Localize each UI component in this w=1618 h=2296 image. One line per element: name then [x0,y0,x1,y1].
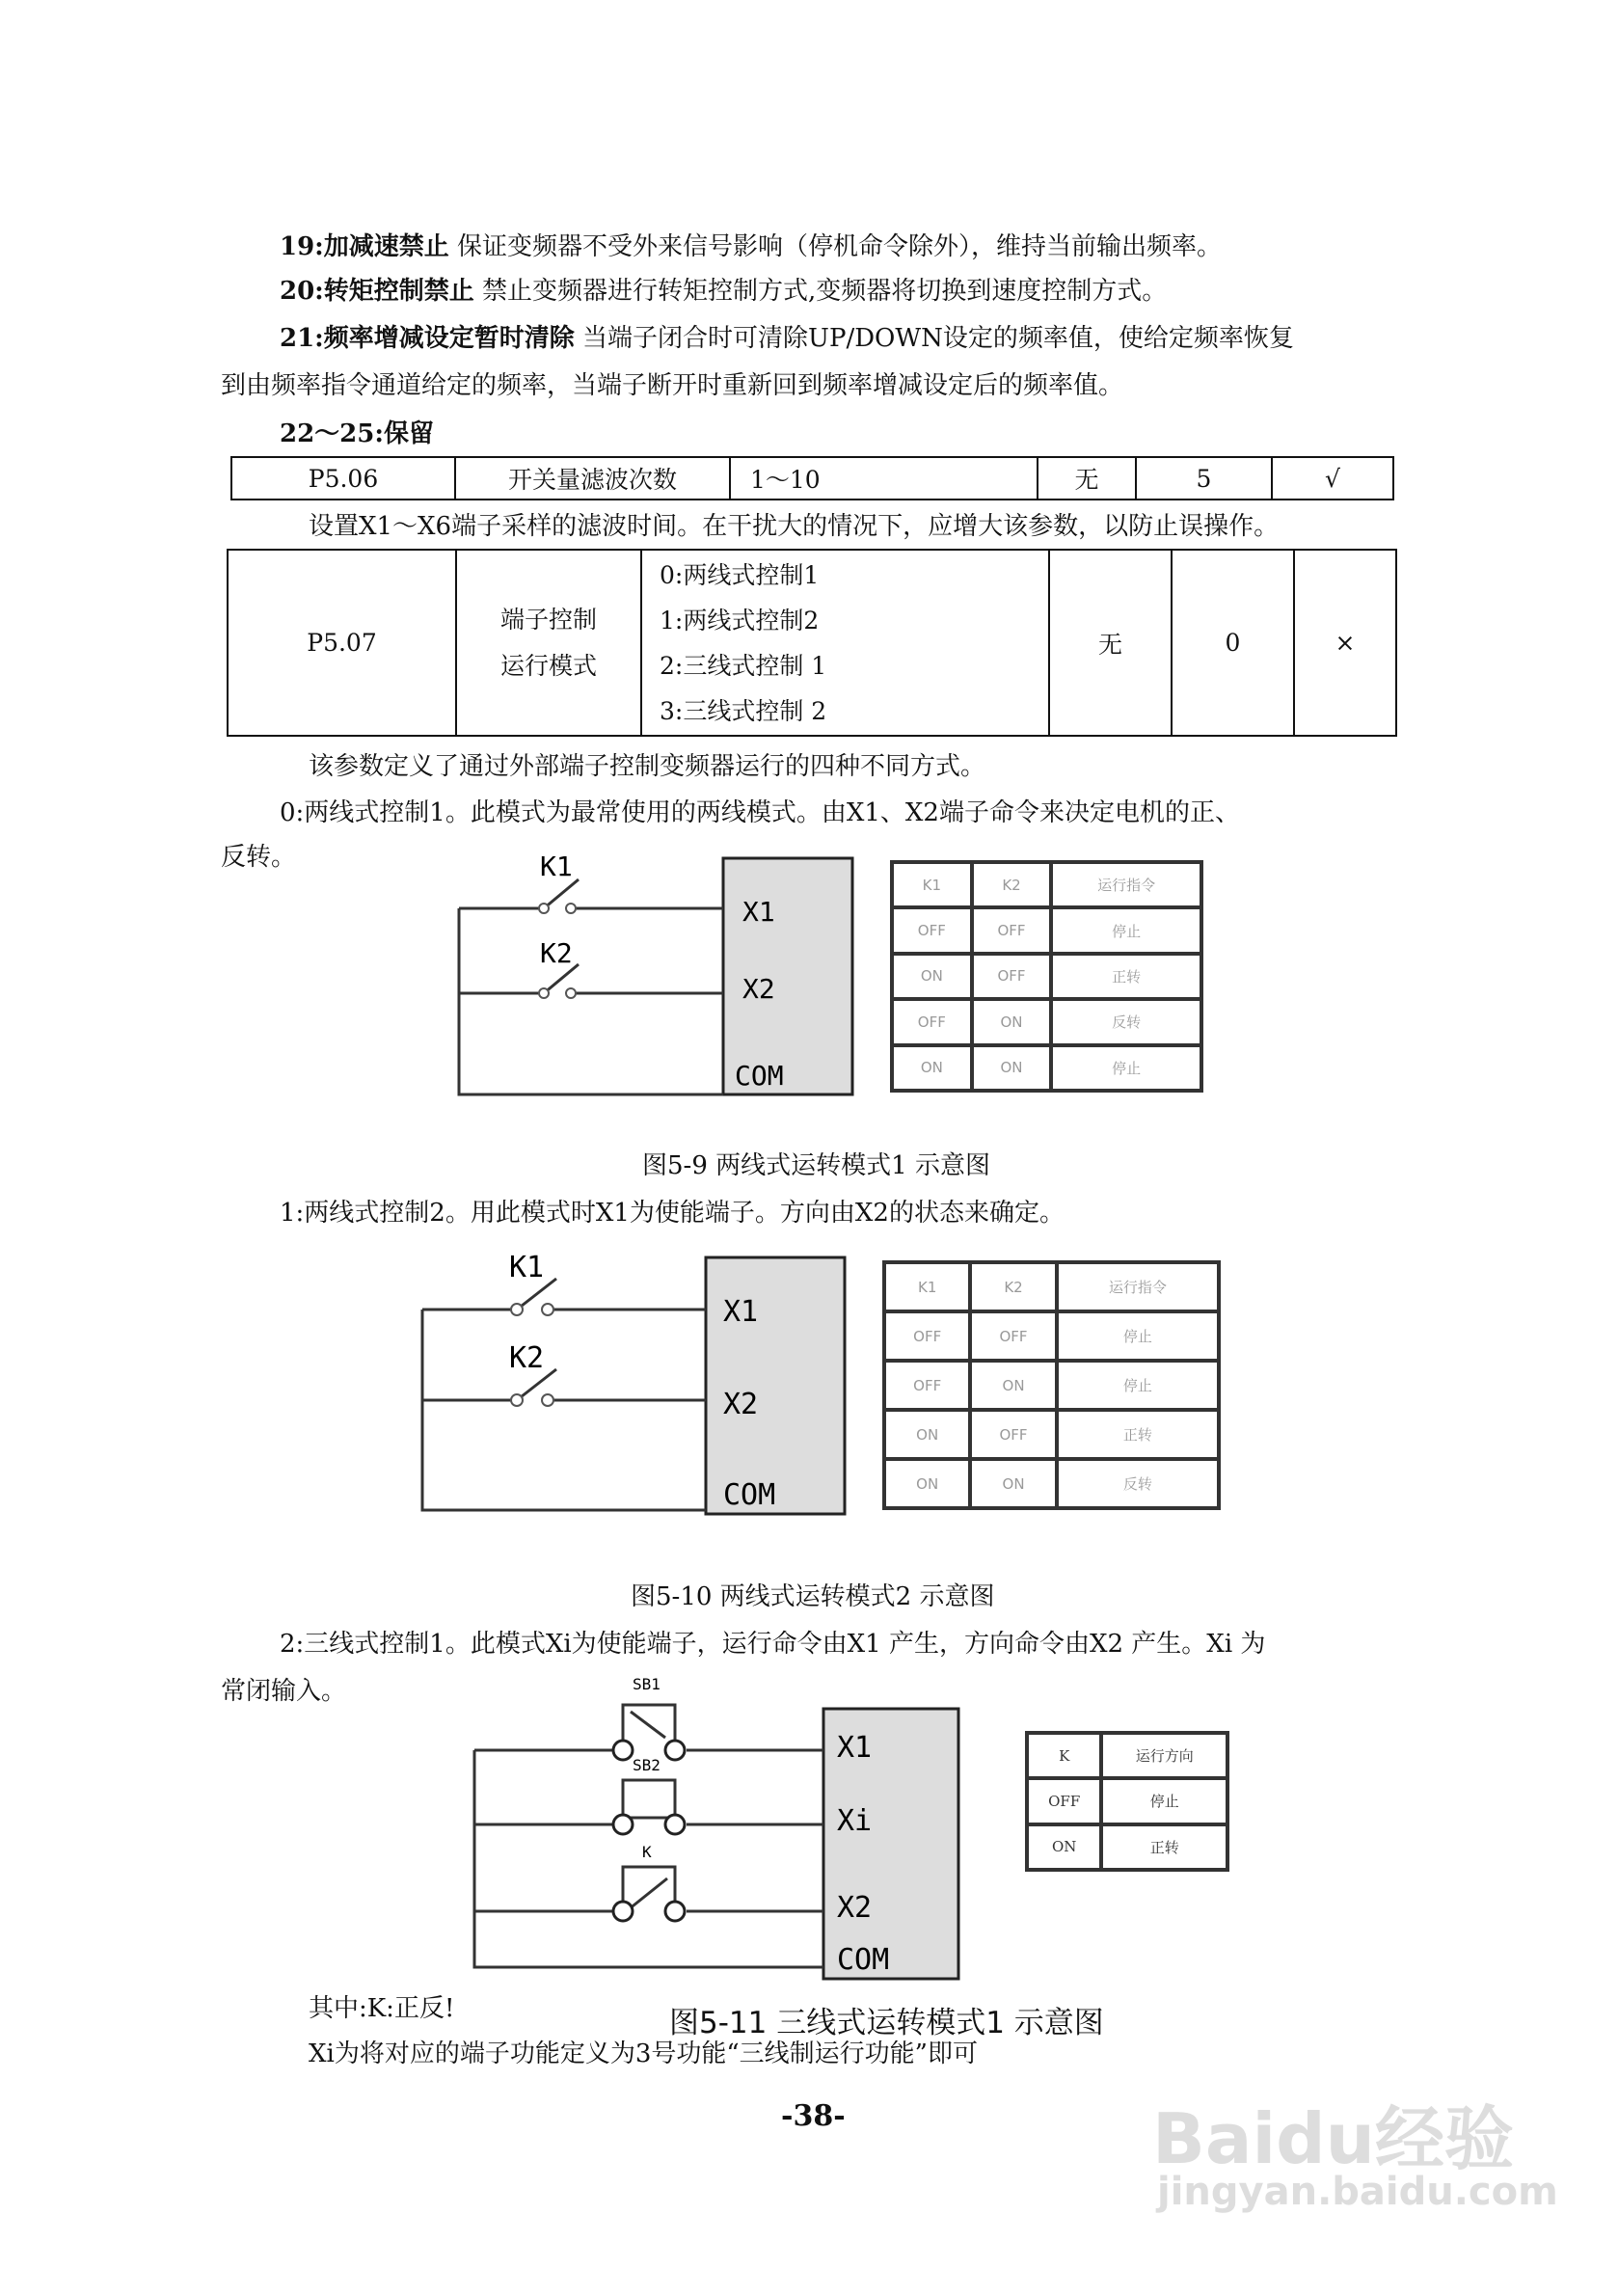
terminal-x1: X1 [723,1295,759,1329]
paragraph-22: 22～25:保留 [280,419,434,448]
table-cell: 运行指令 [1051,862,1201,907]
table-cell: K1 [884,1262,970,1311]
terminal-x2: X2 [723,1388,759,1421]
param-unit: 无 [1038,457,1136,500]
option: 2:三线式控制 1 [660,651,827,680]
table-header-row [884,1262,1219,1311]
table-cell: OFF [884,1361,970,1410]
option: 1:两线式控制2 [660,606,820,635]
table-cell: K2 [972,862,1052,907]
table-row [884,1410,1219,1459]
table-row [892,954,1201,999]
switch-k-label: K [642,1843,652,1861]
terminal-x1: X1 [837,1731,873,1765]
table-cell: K2 [970,1262,1056,1311]
table-cell: 反转 [1057,1459,1219,1508]
table-cell: 反转 [1051,999,1201,1044]
table-cell: ON [972,999,1052,1044]
term: 21:频率增减设定暂时清除 [280,324,575,353]
terminal-com: COM [735,1060,784,1092]
p507-description: 该参数定义了通过外部端子控制变频器运行的四种不同方式。 [309,752,986,781]
param-code: P5.06 [231,457,455,500]
mode2-text: 2:三线式控制1。此模式Xi为使能端子，运行命令由X1 产生，方向命令由X2 产生。Xi 为 [280,1630,1266,1659]
wiring-diagram-fig9 [453,849,858,1104]
table-cell: 运行方向 [1101,1733,1227,1778]
table-cell: 停止 [1051,907,1201,953]
terminal-x2: X2 [837,1891,873,1925]
figure-caption-5-9: 图5-9 两线式运转模式1 示意图 [642,1151,990,1180]
terminal-com: COM [837,1943,890,1977]
table-row [1027,1824,1227,1870]
button-sb2-label: SB2 [633,1756,661,1774]
watermark-url: jingyan.baidu.com [1157,2170,1558,2214]
table-header-row [1027,1733,1227,1778]
table-cell: ON [892,1045,972,1091]
paragraph-20 [280,279,1167,304]
table-cell: 停止 [1057,1311,1219,1361]
figure-caption-5-10: 图5-10 两线式运转模式2 示意图 [631,1582,995,1611]
term: 20:转矩控制禁止 [280,277,474,306]
param-name: 开关量滤波次数 [455,457,730,500]
table-cell: OFF [892,999,972,1044]
watermark-logo: Baidu经验 [1152,2098,1514,2179]
terminal-com: COM [723,1478,776,1512]
truth-table-fig9 [890,860,1203,1093]
table-row [892,907,1201,953]
table-cell: OFF [972,907,1052,953]
page-number: -38- [781,2099,846,2133]
paragraph-21-cont: 到由频率指令通道给定的频率，当端子断开时重新回到频率增减设定后的频率值。 [221,371,1124,400]
truth-table-fig11 [1025,1731,1229,1872]
table-cell: ON [970,1361,1056,1410]
table-cell: ON [892,954,972,999]
table-cell: 正转 [1051,954,1201,999]
table-row [884,1311,1219,1361]
param-name-line2: 运行模式 [499,651,597,680]
param-table-p506 [230,456,1394,500]
table-row [884,1459,1219,1508]
param-modifiable: × [1294,550,1396,736]
table-cell: OFF [884,1311,970,1361]
mode1-text: 1:两线式控制2。用此模式时X1为使能端子。方向由X2的状态来确定。 [280,1199,1065,1228]
wiring-diagram-fig11 [469,1668,980,1982]
table-row [1027,1778,1227,1823]
table-cell: ON [972,1045,1052,1091]
param-name [456,550,641,736]
button-sb1-label: SB1 [633,1675,661,1693]
table-cell: K1 [892,862,972,907]
table-cell: 停止 [1101,1778,1227,1823]
text: 禁止变频器进行转矩控制方式,变频器将切换到速度控制方式。 [473,277,1168,306]
paragraph-19 [280,234,1222,259]
param-code: P5.07 [228,550,456,736]
option: 0:两线式控制1 [660,560,820,589]
param-options [641,550,1049,736]
wiring-diagram-fig10 [417,1254,850,1519]
table-cell: OFF [892,907,972,953]
table-row [884,1361,1219,1410]
table-cell: 运行指令 [1057,1262,1219,1311]
table-cell: ON [884,1410,970,1459]
term: 19:加减速禁止 [280,232,449,261]
table-cell: 停止 [1057,1361,1219,1410]
param-table-p507 [227,549,1397,737]
param-default: 5 [1136,457,1272,500]
switch-k2-label: K2 [509,1341,545,1375]
table-cell: 停止 [1051,1045,1201,1091]
switch-k1-label: K1 [540,851,573,882]
table-cell: 正转 [1101,1824,1227,1870]
table-cell: ON [1027,1824,1101,1870]
switch-k1-label: K1 [509,1254,545,1284]
note-xi: Xi为将对应的端子功能定义为3号功能“三线制运行功能”即可 [309,2039,978,2068]
table-row [892,1045,1201,1091]
mode2-text-cont: 常闭输入。 [221,1677,347,1706]
param-unit: 无 [1049,550,1172,736]
param-range: 1～10 [730,457,1038,500]
truth-table-fig10 [882,1260,1221,1510]
terminal-xi: Xi [837,1804,873,1838]
table-cell: ON [884,1459,970,1508]
text: 保证变频器不受外来信号影响（停机命令除外），维持当前输出频率。 [448,232,1223,261]
table-cell: K [1027,1733,1101,1778]
table-cell: OFF [972,954,1052,999]
param-modifiable: √ [1272,457,1393,500]
terminal-x1: X1 [742,896,775,928]
paragraph-21 [280,326,1294,351]
table-cell: OFF [1027,1778,1101,1823]
text: 当端子闭合时可清除UP/DOWN设定的频率值，使给定频率恢复 [574,324,1294,353]
p506-description: 设置X1～X6端子采样的滤波时间。在干扰大的情况下，应增大该参数，以防止误操作。 [309,512,1280,541]
option: 3:三线式控制 2 [660,696,827,725]
note-k: 其中:K:正反! [309,1994,455,2023]
terminal-x2: X2 [742,973,775,1005]
table-cell: 正转 [1057,1410,1219,1459]
mode0-text-cont: 反转。 [221,843,297,872]
figure-caption-5-11: 图5-11 三线式运转模式1 示意图 [669,2006,1104,2040]
table-cell: OFF [970,1410,1056,1459]
table-cell: OFF [970,1311,1056,1361]
table-row [892,999,1201,1044]
table-header-row [892,862,1201,907]
table-cell: ON [970,1459,1056,1508]
param-default: 0 [1172,550,1294,736]
param-name-line1: 端子控制 [499,605,597,634]
mode0-text: 0:两线式控制1。此模式为最常使用的两线模式。由X1、X2端子命令来决定电机的正、 [280,798,1240,827]
switch-k2-label: K2 [540,937,573,969]
